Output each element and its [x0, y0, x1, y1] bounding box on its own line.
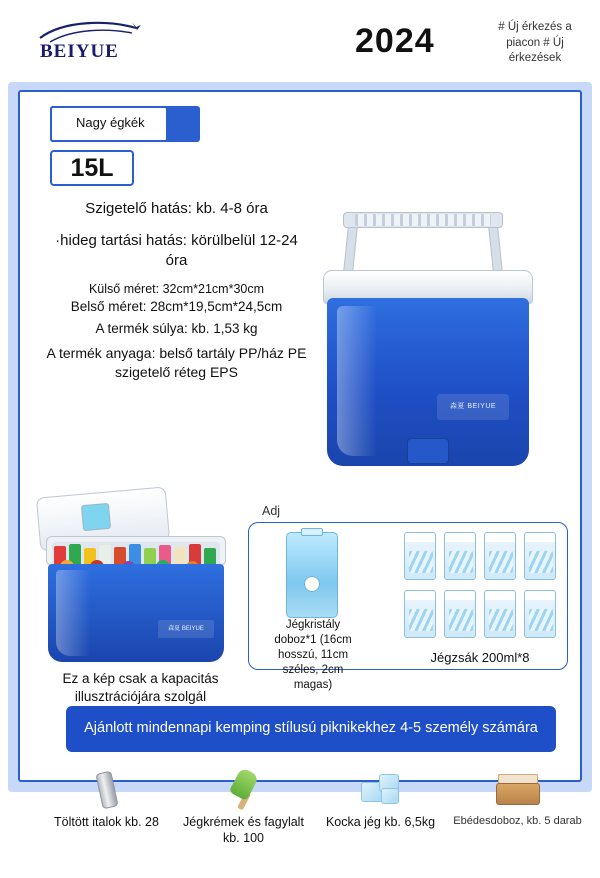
open-cooler-caption: Ez a kép csak a kapacitás illusztrációjára szolgál: [62, 671, 219, 705]
page-header: [0, 0, 600, 82]
cooler-brand-plate: 森夏 BEIYUE: [437, 394, 509, 420]
open-cooler-brand-plate: 森夏 BEIYUE: [158, 620, 214, 638]
capacity-item-drinks: [38, 768, 175, 878]
spec-material: A termék anyaga: belső tartály PP/ház PE szigetelő réteg EPS: [46, 345, 307, 380]
brand-name: BEIYUE: [40, 41, 119, 62]
card-inner: [18, 90, 582, 846]
cooler-open-image: [38, 492, 248, 677]
ice-pouch-caption: Jégzsák 200ml*8: [430, 650, 530, 665]
ice-pouch-icon: [484, 590, 516, 638]
ice-cube-icon: [312, 768, 449, 810]
popsicle-icon: [175, 768, 312, 810]
ice-pouch-icon: [444, 532, 476, 580]
capacity-label-icecream: Jégkrémek és fagylalt kb. 100: [183, 815, 304, 846]
cooler-body-highlight: [337, 306, 377, 456]
ice-pouch-icon: [484, 532, 516, 580]
color-badge-label: Nagy égkék: [76, 115, 145, 130]
ice-brick-icon: [286, 532, 338, 618]
capacity-item-lunchbox: [449, 768, 586, 878]
capacity-row: [38, 768, 586, 878]
capacity-label-ice: Kocka jég kb. 6,5kg: [325, 815, 436, 829]
ice-pouch-icon: [524, 590, 556, 638]
spec-cold-keeping: ·hideg tartási hatás: körülbelül 12-24 óra: [55, 232, 298, 270]
ice-pouch-icon: [444, 590, 476, 638]
main-card: [8, 82, 592, 846]
ice-brick-cap-icon: [301, 528, 323, 536]
ice-pouch-icon: [404, 590, 436, 638]
capacity-badge-label: 15L: [70, 153, 114, 182]
capacity-item-ice: [312, 768, 449, 878]
header-tagline: # Új érkezés a piacon # Új érkezések: [498, 21, 572, 65]
ice-pouch-icon: [404, 532, 436, 580]
cooler-handle-grip: [355, 214, 491, 226]
spec-weight: A termék súlya: kb. 1,53 kg: [95, 321, 258, 337]
capacity-badge: [50, 150, 134, 186]
recommendation-banner: Ajánlott mindennapi kemping stílusú piknikekhez 4-5 személy számára: [66, 706, 556, 752]
capacity-item-icecream: [175, 768, 312, 878]
capacity-label-lunchbox: Ebédesdoboz, kb. 5 darab: [453, 815, 582, 827]
ice-brick-hole-icon: [304, 576, 320, 592]
ice-brick-caption: Jégkristály doboz*1 (16cm hosszú, 11cm széles, 2cm magas): [274, 619, 352, 691]
ice-pouch-group: [404, 532, 556, 644]
ice-pouch-icon: [524, 532, 556, 580]
brand-logo: [22, 14, 162, 68]
year-label: 2024: [355, 22, 435, 60]
cooler-latch: [407, 438, 449, 464]
drink-can-icon: [38, 768, 175, 810]
cooler-closed-image: [315, 202, 565, 487]
open-cooler-highlight: [56, 570, 90, 656]
spec-inner-size: Belső méret: 28cm*19,5cm*24,5cm: [70, 298, 283, 314]
capacity-label-drinks: Töltött italok kb. 28: [54, 815, 159, 829]
accessories-label: Adj: [256, 504, 286, 518]
lunch-box-icon: [449, 768, 586, 810]
spec-outer-size: Külső méret: 32cm*21cm*30cm: [88, 281, 265, 296]
open-cooler-lid-inset: [81, 503, 111, 531]
spec-list: [44, 200, 309, 382]
spec-insulation: Szigetelő hatás: kb. 4-8 óra: [85, 200, 268, 217]
